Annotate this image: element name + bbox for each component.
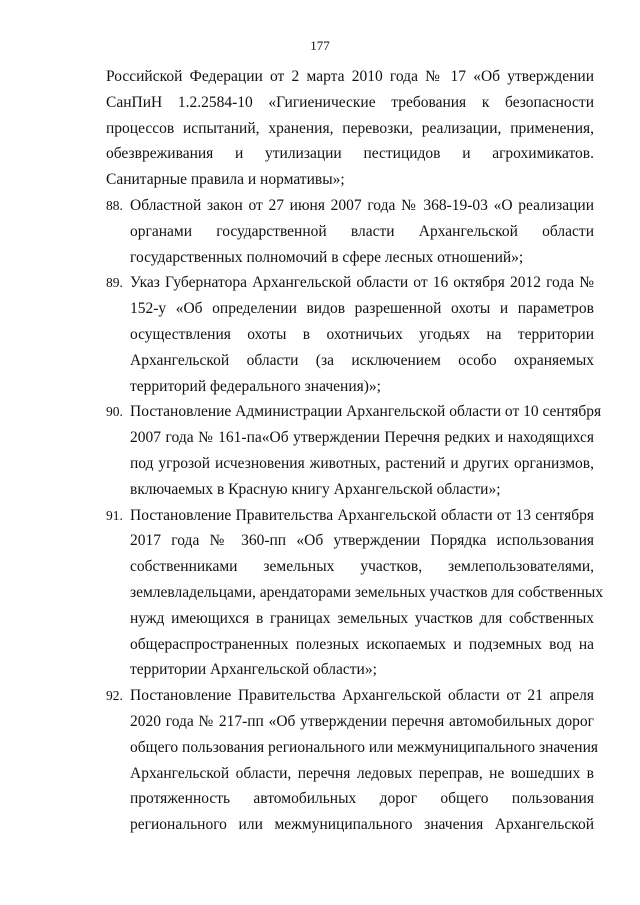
page-number: 177 (310, 38, 330, 53)
text-line: осуществления охоты в охотничьих угодьях на территории (130, 325, 594, 343)
text-line: нужд имеющихся в границах земельных участков для собственных (130, 609, 594, 627)
text-line: Архангельской области, перечня ледовых переправ, не вошедших в (130, 764, 594, 782)
document-body (106, 64, 604, 838)
text-line: Областной закон от 27 июня 2007 года № 368-19-03 «О реализации (130, 196, 594, 214)
text-line: обезвреживания и утилизации пестицидов и агрохимикатов. (106, 145, 594, 163)
text-line: государственных полномочий в сфере лесных отношений»; (130, 248, 524, 266)
list-item-number: 91. (106, 507, 123, 523)
text-line: 2020 года № 217-пп «Об утверждении перечня автомобильных дорог (130, 712, 594, 730)
text-line: территории Архангельской области»; (130, 661, 377, 679)
text-line: под угрозой исчезновения животных, растений и других организмов, (130, 454, 594, 472)
text-line: 152-у «Об определении видов разрешенной охоты и параметров (130, 300, 594, 318)
text-line: территорий федерального значения)»; (130, 377, 381, 395)
list-item-90 (106, 399, 602, 502)
list-item-91 (106, 503, 604, 684)
text-line: СанПиН 1.2.2584-10 «Гигиенические требования к безопасности (106, 93, 594, 111)
text-line: землевладельцами, арендаторами земельных участков для собственных (130, 583, 604, 601)
list-item-number: 92. (106, 688, 123, 704)
list-item-number: 90. (106, 404, 123, 420)
text-line: общераспространенных полезных ископаемых и подземных вод на (130, 635, 594, 653)
text-line: 2017 года № 360-пп «Об утверждении Порядка использования (130, 532, 594, 550)
continued-list-item (106, 64, 594, 193)
list-item-number: 88. (106, 197, 123, 213)
text-line: процессов испытаний, хранения, перевозки, реализации, применения, (106, 119, 594, 137)
text-line: Российской Федерации от 2 марта 2010 года № 17 «Об утверждении (106, 68, 594, 85)
text-line: 2007 года № 161-па«Об утверждении Перечня редких и находящихся (130, 429, 594, 447)
list-item-89 (106, 270, 594, 399)
text-line: общего пользования регионального или межмуниципального значения (130, 738, 599, 756)
text-line: включаемых в Красную книгу Архангельской области»; (130, 480, 501, 498)
text-line: Постановление Правительства Архангельской области от 21 апреля (130, 687, 594, 705)
text-line: Указ Губернатора Архангельской области от 16 октября 2012 года № (130, 274, 594, 292)
text-line: протяженность автомобильных дорог общего пользования (130, 790, 594, 808)
text-line: Постановление Правительства Архангельской области от 13 сентября (130, 506, 594, 524)
text-line: органами государственной власти Архангельской области (130, 222, 594, 240)
text-line: собственниками земельных участков, землепользователями, (130, 558, 594, 576)
list-item-92 (106, 683, 599, 838)
text-line: Архангельской области (за исключением особо охраняемых (130, 351, 594, 369)
list-item-88 (106, 193, 594, 270)
text-line: Санитарные правила и нормативы»; (106, 171, 345, 189)
text-line: Постановление Администрации Архангельской области от 10 сентября (130, 403, 602, 421)
text-line: регионального или межмуниципального значения Архангельской (130, 816, 594, 834)
list-item-number: 89. (106, 275, 123, 291)
